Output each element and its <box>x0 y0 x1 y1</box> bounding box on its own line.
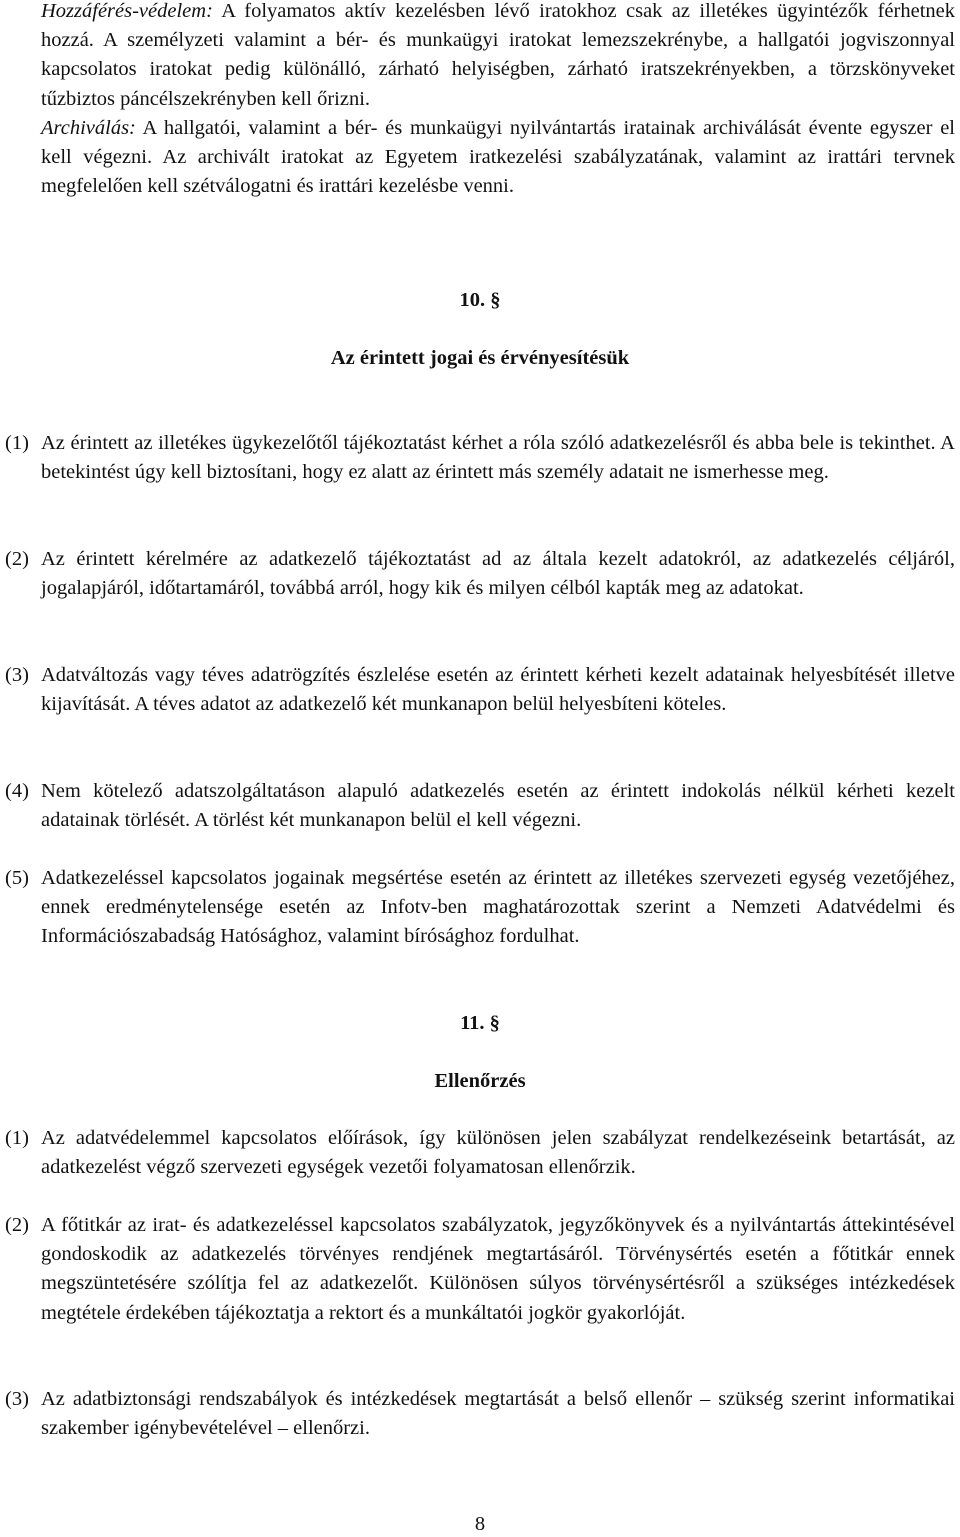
paragraph-number: (5) <box>5 867 29 889</box>
archiving-label: Archiválás: <box>41 116 136 139</box>
section-10-paragraph-5 <box>0 864 960 952</box>
paragraph-number: (1) <box>5 432 29 454</box>
section-10-paragraph-2 <box>0 545 960 603</box>
section-11-paragraph-3 <box>0 1385 960 1443</box>
access-protection-paragraph <box>41 0 955 114</box>
paragraph-number: (2) <box>5 548 29 570</box>
access-protection-label: Hozzáférés-védelem: <box>41 0 213 22</box>
archiving-paragraph <box>41 114 955 202</box>
paragraph-number: (1) <box>5 1127 29 1149</box>
paragraph-text: Az adatvédelemmel kapcsolatos előírások, így különösen jelen szabályzat rendelkezéseink betartását, az adatkezelést végző szervezeti egységek vezetői folyamatosan ellenőrzik. <box>41 1127 955 1179</box>
section-10-paragraph-3 <box>0 661 960 719</box>
page-number: 8 <box>474 1513 486 1535</box>
paragraph-number: (3) <box>5 1388 29 1410</box>
paragraph-number: (2) <box>5 1214 29 1236</box>
paragraph-text: Adatkezeléssel kapcsolatos jogainak megsértése esetén az érintett az illetékes szervezeti egység vezetőjéhez, ennek eredménytelensége esetén az Infotv-ben maghatározottak szerint a Nemzeti Adatvédelmi és Információszabadság Hatósághoz, valamint bírósághoz fordulhat. <box>41 867 955 948</box>
paragraph-text: Adatváltozás vagy téves adatrögzítés észlelése esetén az érintett kérheti kezelt adatainak helyesbítését illetve kijavítását. A téves adatot az adatkezelő két munkanapon belül helyesbíteni köteles. <box>41 664 955 716</box>
section-10-title: Az érintett jogai és érvényesítésük <box>330 347 630 369</box>
paragraph-text: Nem kötelező adatszolgáltatáson alapuló adatkezelés esetén az érintett indokolás nélkül kérheti kezelt adatainak törlését. A törlést két munkanapon belül el kell végezni. <box>41 780 955 832</box>
section-10-number: 10. § <box>459 289 501 311</box>
section-11-paragraph-2 <box>0 1211 960 1328</box>
paragraph-text: Az érintett kérelmére az adatkezelő tájékoztatást ad az általa kezelt adatokról, az adatkezelés céljáról, jogalapjáról, időtartamáról, továbbá arról, hogy kik és milyen célból kapták meg az adatokat. <box>41 548 955 600</box>
archiving-text: A hallgatói, valamint a bér- és munkaügyi nyilvántartás iratainak archiválását évente egyszer el kell végezni. Az archivált iratokat az Egyetem iratkezelési szabályzatának, valamint az irattári tervnek megfelelően kell szétválogatni és irattári kezelésbe venni. <box>41 116 955 198</box>
section-11-number: 11. § <box>460 1012 500 1034</box>
access-protection-text: A folyamatos aktív kezelésben lévő iratokhoz csak az illetékes ügyintézők férhetnek hozzá. A személyzeti valamint a bér- és munkaügyi iratokat lemezszekrénybe, a hallgatói jogviszonnyal kapcsolatos iratokat pedig különálló, zárható helyiségben, zárható iratszekrényekben, a törzskönyveket tűzbiztos páncélszekrényben kell őrizni. <box>41 0 956 110</box>
paragraph-number: (4) <box>5 780 29 802</box>
section-11-title: Ellenőrzés <box>434 1070 526 1092</box>
paragraph-number: (3) <box>5 664 29 686</box>
section-11-paragraph-1 <box>0 1124 960 1182</box>
paragraph-text: Az adatbiztonsági rendszabályok és intézkedések megtartását a belső ellenőr – szükség szerint informatikai szakember igénybevételével – ellenőrzi. <box>41 1388 955 1440</box>
paragraph-text: Az érintett az illetékes ügykezelőtől tájékoztatást kérhet a róla szóló adatkezelésről és abba bele is tekinthet. A betekintést úgy kell biztosítani, hogy ez alatt az érintett más személy adatait ne ismerhesse meg. <box>41 432 955 484</box>
intro-block <box>41 0 955 201</box>
section-10-paragraph-4 <box>0 777 960 835</box>
paragraph-text: A főtitkár az irat- és adatkezeléssel kapcsolatos szabályzatok, jegyzőkönyvek és a nyilvántartás áttekintésével gondoskodik az adatkezelés törvényes rendjének megtartásáról. Törvénysértés esetén a főtitkár ennek megszüntetésére szólítja fel az adatkezelőt. Különösen súlyos törvénysértésről a szükséges intézkedések megtétele érdekében tájékoztatja a rektort és a munkáltatói jogkör gyakorlóját. <box>41 1214 955 1324</box>
section-10-paragraph-1 <box>0 429 960 487</box>
